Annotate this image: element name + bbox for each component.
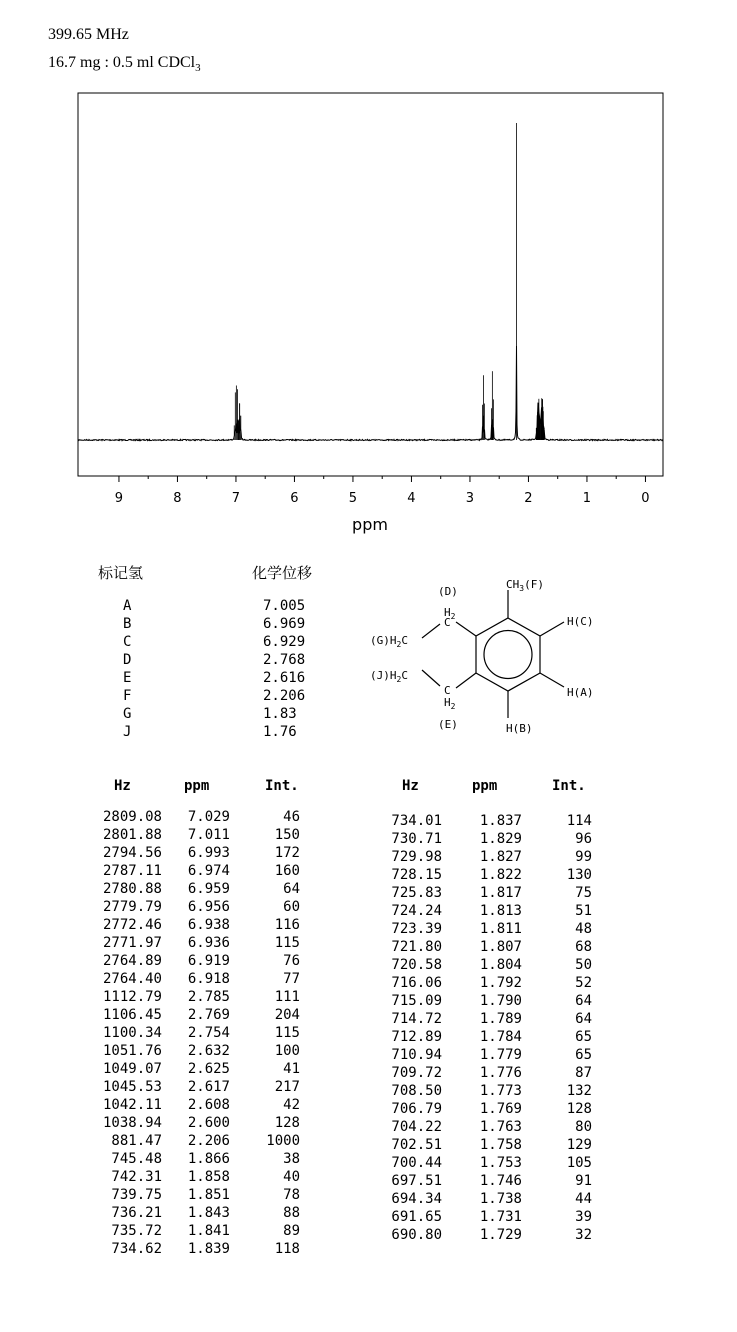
left-peak-cell: 1106.45	[102, 1007, 162, 1023]
left-peak-cell: 1000	[266, 1133, 300, 1149]
left-peak-cell: 150	[274, 827, 300, 843]
left-peak-cell: 2771.97	[102, 935, 162, 951]
spectrum-trace	[78, 346, 663, 441]
right-peak-cell: 1.790	[479, 993, 522, 1009]
right-peak-cell: 1.827	[479, 849, 522, 865]
right-peak-cell: 65	[575, 1047, 592, 1063]
left-peak-cell: 1.839	[187, 1241, 230, 1257]
left-peak-cell: 735.72	[111, 1223, 162, 1239]
methyl-sub: 3	[519, 584, 525, 593]
right-hz-column	[370, 812, 442, 1244]
right-peak-cell: 704.22	[391, 1119, 442, 1135]
left-peak-cell: 2.632	[187, 1043, 230, 1059]
left-peak-cell: 2794.56	[102, 845, 162, 861]
left-peak-cell: 42	[283, 1097, 300, 1113]
j-sub: 2	[396, 675, 402, 684]
methyl-ch: CH	[506, 578, 520, 591]
assignment-shift: 1.76	[263, 724, 297, 740]
left-peak-cell: 734.62	[111, 1241, 162, 1257]
left-peak-cell: 172	[274, 845, 300, 861]
left-peak-cell: 6.919	[187, 953, 230, 969]
left-peak-cell: 6.956	[187, 899, 230, 915]
plot-frame	[78, 93, 663, 476]
left-peak-cell: 2801.88	[102, 827, 162, 843]
right-peak-cell: 44	[575, 1191, 592, 1207]
left-peak-cell: 217	[274, 1079, 300, 1095]
left-int-column	[250, 808, 300, 1258]
right-ppm-header: ppm	[472, 778, 498, 794]
x-tick-label-0: 0	[641, 491, 650, 506]
assignment-label: F	[123, 688, 132, 704]
left-peak-cell: 2.617	[187, 1079, 230, 1095]
x-axis-label: ppm	[352, 515, 388, 534]
right-peak-cell: 1.773	[479, 1083, 522, 1099]
left-peak-cell: 100	[274, 1043, 300, 1059]
left-peak-cell: 1049.07	[102, 1061, 162, 1077]
sample-text: 16.7 mg : 0.5 ml CDCl	[48, 54, 196, 71]
right-peak-cell: 51	[575, 903, 592, 919]
aromatic-circle	[484, 631, 532, 679]
right-peak-cell: 99	[575, 849, 592, 865]
right-peak-cell: 700.44	[391, 1155, 442, 1171]
right-peak-cell: 1.817	[479, 885, 522, 901]
left-peak-cell: 2.769	[187, 1007, 230, 1023]
x-tick-label-5: 5	[348, 491, 358, 506]
right-peak-cell: 1.779	[479, 1047, 522, 1063]
assignment-shift: 2.768	[263, 652, 306, 668]
left-peak-cell: 1045.53	[102, 1079, 162, 1095]
right-peak-cell: 50	[575, 957, 592, 973]
label-hb: H(B)	[506, 722, 533, 735]
left-peak-cell: 881.47	[111, 1133, 162, 1149]
right-peak-cell: 132	[566, 1083, 592, 1099]
right-peak-cell: 68	[575, 939, 592, 955]
x-tick-label-6: 6	[290, 491, 299, 506]
x-tick-label-3: 3	[465, 491, 475, 506]
left-ppm-column	[170, 808, 230, 1258]
right-peak-cell: 1.769	[479, 1101, 522, 1117]
g-sub: 2	[396, 640, 402, 649]
label-d: (D)	[438, 585, 458, 598]
right-peak-cell: 1.776	[479, 1065, 522, 1081]
right-peak-cell: 1.837	[479, 813, 522, 829]
right-peak-cell: 1.804	[479, 957, 522, 973]
g-c: C	[401, 634, 408, 647]
left-peak-cell: 111	[274, 989, 300, 1005]
left-peak-cell: 1112.79	[102, 989, 162, 1005]
right-peak-cell: 712.89	[391, 1029, 442, 1045]
bottom-h-sub: 2	[450, 702, 456, 711]
methyl-group	[506, 578, 544, 593]
right-peak-cell: 1.784	[479, 1029, 522, 1045]
right-peak-cell: 1.792	[479, 975, 522, 991]
right-peak-cell: 1.729	[479, 1227, 522, 1243]
left-peak-cell: 60	[283, 899, 300, 915]
x-tick-label-8: 8	[173, 491, 182, 506]
left-peak-cell: 742.31	[111, 1169, 162, 1185]
assignment-shift: 1.83	[263, 706, 297, 722]
left-peak-cell: 1.866	[187, 1151, 230, 1167]
assignment-shift: 6.929	[263, 634, 306, 650]
right-peak-cell: 1.822	[479, 867, 522, 883]
left-peak-cell: 160	[274, 863, 300, 879]
left-peak-cell: 2779.79	[102, 899, 162, 915]
assignment-shift: 7.005	[263, 598, 306, 614]
left-peak-cell: 40	[283, 1169, 300, 1185]
right-peak-cell: 91	[575, 1173, 592, 1189]
left-peak-cell: 88	[283, 1205, 300, 1221]
left-peak-cell: 2.754	[187, 1025, 230, 1041]
left-peak-cell: 2.600	[187, 1115, 230, 1131]
right-peak-cell: 723.39	[391, 921, 442, 937]
left-peak-cell: 7.011	[187, 827, 230, 843]
left-peak-cell: 115	[274, 935, 300, 951]
right-peak-cell: 1.753	[479, 1155, 522, 1171]
bottom-ch2-h	[444, 696, 456, 711]
left-peak-cell: 118	[274, 1241, 300, 1257]
right-peak-cell: 48	[575, 921, 592, 937]
left-peak-cell: 1038.94	[102, 1115, 162, 1131]
assignment-label: C	[123, 634, 132, 650]
benzene-ring	[476, 618, 540, 691]
left-ppm-header: ppm	[184, 778, 210, 794]
left-peak-cell: 745.48	[111, 1151, 162, 1167]
left-int-header: Int.	[265, 778, 299, 794]
left-peak-cell: 116	[274, 917, 300, 933]
left-hz-header: Hz	[114, 778, 131, 794]
left-peak-cell: 7.029	[187, 809, 230, 825]
assignment-shift: 2.206	[263, 688, 306, 704]
right-peak-cell: 714.72	[391, 1011, 442, 1027]
right-peak-cell: 64	[575, 993, 592, 1009]
right-peak-cell: 729.98	[391, 849, 442, 865]
right-hz-header: Hz	[402, 778, 419, 794]
right-peak-cell: 691.65	[391, 1209, 442, 1225]
left-peak-cell: 78	[283, 1187, 300, 1203]
right-peak-cell: 721.80	[391, 939, 442, 955]
assignment-label: G	[123, 706, 132, 722]
right-peak-cell: 39	[575, 1209, 592, 1225]
right-int-column	[542, 812, 592, 1244]
right-peak-cell: 1.811	[479, 921, 522, 937]
assignment-label: A	[123, 598, 132, 614]
left-peak-cell: 6.959	[187, 881, 230, 897]
x-tick-label-9: 9	[114, 491, 124, 506]
label-e: (E)	[438, 718, 458, 731]
right-peak-cell: 724.24	[391, 903, 442, 919]
left-peak-cell: 2.625	[187, 1061, 230, 1077]
right-int-header: Int.	[552, 778, 586, 794]
left-peak-cell: 2772.46	[102, 917, 162, 933]
left-peak-cell: 1.843	[187, 1205, 230, 1221]
left-peak-cell: 1.841	[187, 1223, 230, 1239]
bottom-h: H	[444, 696, 451, 709]
right-peak-cell: 702.51	[391, 1137, 442, 1153]
right-peak-cell: 129	[566, 1137, 592, 1153]
left-peak-cell: 6.974	[187, 863, 230, 879]
assignment-shift: 2.616	[263, 670, 306, 686]
left-peak-cell: 1.851	[187, 1187, 230, 1203]
right-peak-cell: 708.50	[391, 1083, 442, 1099]
left-peak-cell: 77	[283, 971, 300, 987]
sample-subscript: 3	[195, 62, 201, 75]
assignment-label: D	[123, 652, 132, 668]
left-peak-cell: 204	[274, 1007, 300, 1023]
j-c: C	[401, 669, 408, 682]
label-ha: H(A)	[567, 686, 594, 699]
x-tick-label-1: 1	[582, 491, 592, 506]
assignment-shift: 6.969	[263, 616, 306, 632]
right-peak-cell: 1.738	[479, 1191, 522, 1207]
x-tick-label-4: 4	[407, 491, 416, 506]
assignment-label: E	[123, 670, 132, 686]
right-peak-cell: 716.06	[391, 975, 442, 991]
nmr-spectrum-chart	[0, 0, 737, 545]
left-peak-cell: 6.918	[187, 971, 230, 987]
g-group	[370, 634, 408, 649]
assignment-shifts	[263, 597, 305, 741]
right-peak-cell: 130	[566, 867, 592, 883]
assignment-label: B	[123, 616, 132, 632]
right-peak-cell: 715.09	[391, 993, 442, 1009]
left-peak-cell: 2.608	[187, 1097, 230, 1113]
x-tick-label-7: 7	[231, 491, 241, 506]
left-peak-cell: 739.75	[111, 1187, 162, 1203]
right-peak-cell: 1.758	[479, 1137, 522, 1153]
left-peak-cell: 1.858	[187, 1169, 230, 1185]
j-text: (J)H	[370, 669, 397, 682]
left-peak-cell: 89	[283, 1223, 300, 1239]
left-peak-cell: 1051.76	[102, 1043, 162, 1059]
right-peak-cell: 1.829	[479, 831, 522, 847]
right-peak-cell: 1.813	[479, 903, 522, 919]
left-peak-cell: 2.206	[187, 1133, 230, 1149]
left-peak-cell: 38	[283, 1151, 300, 1167]
assignment-labels	[123, 597, 131, 741]
right-peak-cell: 105	[566, 1155, 592, 1171]
left-peak-cell: 128	[274, 1115, 300, 1131]
x-tick-label-2: 2	[524, 491, 533, 506]
right-peak-cell: 1.746	[479, 1173, 522, 1189]
j-group	[370, 669, 408, 684]
right-peak-cell: 725.83	[391, 885, 442, 901]
right-peak-cell: 730.71	[391, 831, 442, 847]
left-peak-cell: 2787.11	[102, 863, 162, 879]
right-peak-cell: 65	[575, 1029, 592, 1045]
g-text: (G)H	[370, 634, 397, 647]
right-peak-cell: 694.34	[391, 1191, 442, 1207]
left-peak-cell: 115	[274, 1025, 300, 1041]
assignment-label: J	[123, 724, 132, 740]
left-peak-cell: 1100.34	[102, 1025, 162, 1041]
left-peak-cell: 46	[283, 809, 300, 825]
right-peak-cell: 720.58	[391, 957, 442, 973]
left-peak-cell: 2809.08	[102, 809, 162, 825]
peak-lines	[234, 123, 544, 440]
bottom-c-atom: C	[444, 684, 451, 697]
methyl-tag: (F)	[524, 578, 544, 591]
assignment-shift-header: 化学位移	[252, 564, 313, 582]
left-peak-cell: 2764.40	[102, 971, 162, 987]
left-peak-cell: 1042.11	[102, 1097, 162, 1113]
assignment-label-header: 标记氢	[98, 564, 144, 582]
left-peak-cell: 2.785	[187, 989, 230, 1005]
right-peak-cell: 114	[566, 813, 592, 829]
left-peak-cell: 76	[283, 953, 300, 969]
right-peak-cell: 75	[575, 885, 592, 901]
right-peak-cell: 690.80	[391, 1227, 442, 1243]
right-peak-cell: 1.807	[479, 939, 522, 955]
right-peak-cell: 128	[566, 1101, 592, 1117]
right-peak-cell: 1.763	[479, 1119, 522, 1135]
left-peak-cell: 6.938	[187, 917, 230, 933]
top-h: H	[444, 606, 451, 619]
spectrometer-frequency: 399.65 MHz	[48, 26, 129, 43]
right-peak-cell: 64	[575, 1011, 592, 1027]
right-peak-cell: 734.01	[391, 813, 442, 829]
right-peak-cell: 1.789	[479, 1011, 522, 1027]
top-c-atom: C	[444, 616, 451, 629]
top-h-sub: 2	[450, 612, 456, 621]
right-peak-cell: 709.72	[391, 1065, 442, 1081]
right-peak-cell: 728.15	[391, 867, 442, 883]
x-axis-ticks	[115, 476, 650, 506]
right-peak-cell: 80	[575, 1119, 592, 1135]
left-peak-cell: 2764.89	[102, 953, 162, 969]
left-hz-column	[72, 808, 162, 1258]
right-peak-cell: 52	[575, 975, 592, 991]
left-peak-cell: 2780.88	[102, 881, 162, 897]
right-ppm-column	[462, 812, 522, 1244]
right-peak-cell: 32	[575, 1227, 592, 1243]
left-peak-cell: 64	[283, 881, 300, 897]
right-peak-cell: 710.94	[391, 1047, 442, 1063]
left-peak-cell: 41	[283, 1061, 300, 1077]
left-peak-cell: 736.21	[111, 1205, 162, 1221]
left-peak-cell: 6.993	[187, 845, 230, 861]
right-peak-cell: 87	[575, 1065, 592, 1081]
right-peak-cell: 96	[575, 831, 592, 847]
right-peak-cell: 706.79	[391, 1101, 442, 1117]
right-peak-cell: 697.51	[391, 1173, 442, 1189]
right-peak-cell: 1.731	[479, 1209, 522, 1225]
left-peak-cell: 6.936	[187, 935, 230, 951]
molecule-structure	[360, 570, 610, 740]
label-hc: H(C)	[567, 615, 594, 628]
